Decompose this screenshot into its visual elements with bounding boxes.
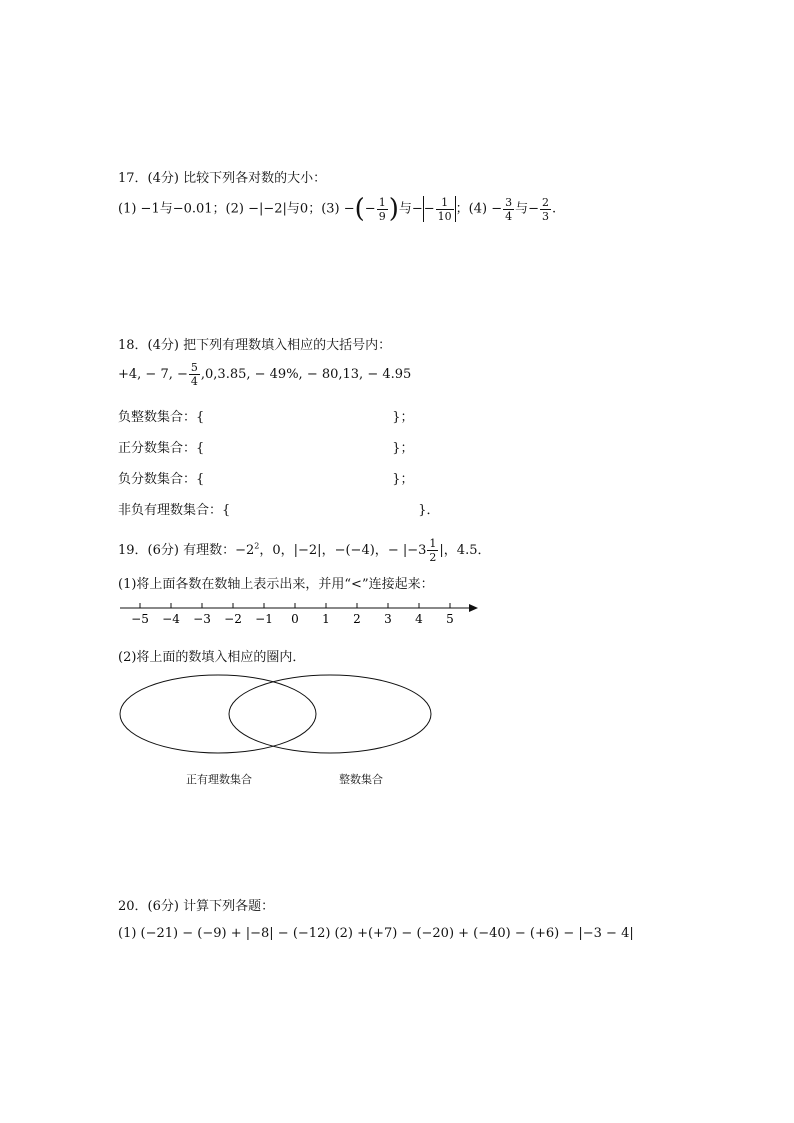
set-close: }； (392, 410, 414, 425)
numerator: 3 (505, 195, 513, 209)
q19-label: 19．(6分) 有理数： (118, 543, 236, 558)
set-nonnegative-rationals (118, 499, 440, 518)
set-label: 非负有理数集合：{ (118, 503, 231, 518)
fraction-3-4 (503, 197, 514, 222)
arrow-head-icon (469, 604, 478, 612)
q17-part2: −|−2|与0；(3) − (248, 201, 355, 217)
set-label: 正分数集合：{ (118, 441, 205, 456)
q17-part7: 与− (515, 201, 540, 217)
tick-label: −1 (255, 612, 273, 626)
denominator: 3 (542, 209, 550, 223)
tick-group (131, 603, 454, 626)
set-label: 负整数集合：{ (118, 410, 205, 425)
tick-label: 5 (446, 612, 454, 626)
fraction-5-4 (189, 362, 200, 387)
tick-label: 2 (353, 612, 361, 626)
denominator: 2 (429, 551, 437, 564)
separator: ，0， (259, 543, 294, 558)
abs-bar: | (439, 543, 444, 558)
numbers-start: +4, − 7, − (118, 367, 188, 382)
tick-label: −4 (162, 612, 180, 626)
q17-part1: (1) −1与−0.01；(2) (118, 201, 244, 217)
numerator: 1 (429, 537, 437, 550)
denominator: 9 (378, 209, 386, 223)
number-line (0, 590, 794, 630)
tick-label: 0 (291, 612, 299, 626)
set-label: 负分数集合：{ (118, 472, 205, 487)
set-negative-fractions (118, 468, 414, 487)
neg-sign: − (364, 201, 376, 217)
period: . (552, 201, 557, 217)
set-positive-fractions (118, 437, 414, 456)
tick-label: −2 (224, 612, 242, 626)
numerator: 2 (542, 195, 550, 209)
right-paren: ) (388, 194, 399, 224)
denominator: 10 (437, 209, 452, 223)
venn-left-label: 正有理数集合 (186, 773, 252, 786)
tick-label: 1 (322, 612, 330, 626)
neg-sign: − (423, 201, 435, 217)
q17-title: 17．(4分) 比较下列各对数的大小： (118, 171, 327, 186)
tick-label: 4 (415, 612, 423, 626)
set-close: }． (418, 503, 440, 518)
separator: ， (321, 543, 335, 558)
q17-part6: ；(4) − (455, 201, 503, 217)
fraction-1-2 (427, 538, 438, 563)
item-neg-neg-4: −(−4) (334, 543, 375, 558)
exponent: 2 (254, 541, 260, 551)
period: ． (477, 543, 491, 558)
item-abs-neg-2: |−2| (293, 543, 322, 558)
set-close: }； (392, 472, 414, 487)
tick-label: −3 (193, 612, 211, 626)
venn-right-ellipse (229, 675, 431, 753)
separator: ， (374, 543, 388, 558)
set-negative-integers (118, 406, 414, 425)
separator: ， (443, 543, 457, 558)
fraction-1-9 (377, 197, 388, 222)
q19-part2: (2)将上面的数填入相应的圈内． (118, 650, 306, 665)
fraction-2-3 (540, 197, 551, 222)
q17-items (118, 196, 556, 222)
q20-expressions: (1) (−21) − (−9) + |−8| − (−12) (2) +(+7) − (−20) + (−40) − (+6) − |−3 − 4| (118, 926, 634, 941)
q20-title: 20．(6分) 计算下列各题： (118, 899, 275, 914)
q17-part4: 与− (398, 201, 423, 217)
q18-title: 18．(4分) 把下列有理数填入相应的大括号内： (118, 338, 392, 353)
item-neg-2-squared: −2 (235, 543, 255, 558)
numerator: 1 (378, 195, 386, 209)
numerator: 1 (436, 197, 454, 210)
venn-left-ellipse (120, 675, 316, 753)
item-4-5: 4.5 (456, 543, 478, 558)
left-paren: ( (354, 194, 365, 224)
denominator: 4 (190, 375, 198, 388)
q19-title (118, 538, 491, 563)
q18-numbers (118, 362, 411, 387)
venn-diagram (0, 665, 794, 800)
numerator: 5 (190, 361, 198, 374)
tick-label: 3 (384, 612, 392, 626)
item-neg-abs-mixed: − |−3 (387, 543, 427, 558)
fraction-1-10 (436, 197, 454, 222)
q19-part1: (1)将上面各数在数轴上表示出来，并用“<”连接起来： (118, 577, 434, 592)
tick-label: −5 (131, 612, 149, 626)
set-close: }； (392, 441, 414, 456)
denominator: 4 (505, 209, 513, 223)
numbers-end: ,0,3.85, − 49%, − 80,13, − 4.95 (200, 367, 412, 382)
venn-right-label: 整数集合 (339, 773, 383, 786)
